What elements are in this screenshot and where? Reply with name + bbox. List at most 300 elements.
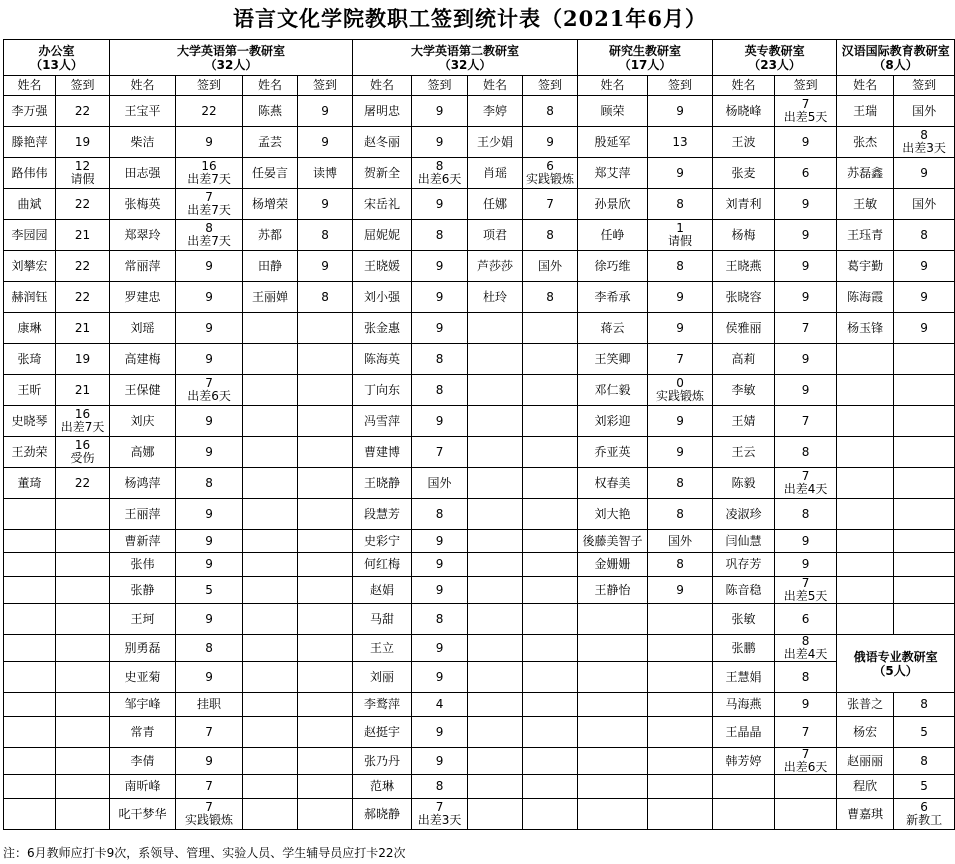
department-count: （13人） bbox=[30, 57, 83, 72]
staff-name-cell: 罗建忠 bbox=[110, 282, 176, 313]
staff-name-cell: 王少娟 bbox=[468, 127, 523, 158]
sign-in-count-cell bbox=[894, 530, 955, 553]
staff-name-cell: 王昕 bbox=[4, 375, 56, 406]
sign-in-count-cell bbox=[298, 375, 353, 406]
sign-in-count-cell: 9 bbox=[648, 577, 713, 604]
sign-in-count-cell: 9 bbox=[775, 553, 837, 577]
staff-name-cell bbox=[4, 717, 56, 748]
staff-name-cell: 刘庆 bbox=[110, 406, 176, 437]
staff-name-cell: 杨晓峰 bbox=[713, 96, 775, 127]
sign-in-count-cell: 9 bbox=[894, 251, 955, 282]
staff-name-cell: 侯雅丽 bbox=[713, 313, 775, 344]
sign-in-count-cell: 12 请假 bbox=[56, 158, 110, 189]
sign-in-count-cell: 9 bbox=[412, 189, 468, 220]
staff-name-cell: 王晓媛 bbox=[353, 251, 412, 282]
staff-name-cell bbox=[837, 375, 894, 406]
sign-in-count-cell bbox=[523, 635, 578, 662]
sign-in-count-cell: 4 bbox=[412, 693, 468, 717]
sign-in-count-cell: 8 bbox=[648, 189, 713, 220]
sign-in-count-cell: 挂职 bbox=[176, 693, 243, 717]
sign-in-count-cell bbox=[523, 604, 578, 635]
column-header-sign: 签到 bbox=[894, 76, 955, 96]
staff-name-cell bbox=[578, 635, 648, 662]
staff-name-cell bbox=[837, 553, 894, 577]
staff-name-cell: 刘丽 bbox=[353, 662, 412, 693]
staff-name-cell: 王晓静 bbox=[353, 468, 412, 499]
department-name: 大学英语第一教研室 bbox=[177, 43, 286, 58]
sign-in-count-cell bbox=[523, 530, 578, 553]
staff-name-cell: 宋岳礼 bbox=[353, 189, 412, 220]
sign-in-count-cell: 9 bbox=[176, 553, 243, 577]
staff-name-cell bbox=[837, 604, 894, 635]
sign-in-count-cell: 9 bbox=[412, 662, 468, 693]
sign-in-count-cell: 8 bbox=[648, 251, 713, 282]
staff-name-cell bbox=[243, 344, 298, 375]
staff-name-cell: 杨玉锋 bbox=[837, 313, 894, 344]
sign-in-count-cell: 7 出差3天 bbox=[412, 799, 468, 830]
staff-name-cell: 路伟伟 bbox=[4, 158, 56, 189]
sign-in-count-cell: 1 请假 bbox=[648, 220, 713, 251]
staff-name-cell bbox=[4, 499, 56, 530]
sign-in-count-cell: 5 bbox=[894, 775, 955, 799]
sign-in-count-cell: 8 出差7天 bbox=[176, 220, 243, 251]
sign-in-count-cell bbox=[523, 375, 578, 406]
department-header bbox=[713, 40, 837, 76]
table-row bbox=[4, 220, 955, 251]
column-header-name: 姓名 bbox=[4, 76, 56, 96]
sign-in-count-cell: 8 出差6天 bbox=[412, 158, 468, 189]
sign-in-count-cell: 9 bbox=[648, 282, 713, 313]
sign-in-count-cell: 8 bbox=[412, 775, 468, 799]
table-row bbox=[4, 468, 955, 499]
column-header-sign: 签到 bbox=[56, 76, 110, 96]
sign-in-count-cell bbox=[298, 635, 353, 662]
department-count: （32人） bbox=[438, 57, 492, 72]
sign-in-count-cell: 9 bbox=[298, 96, 353, 127]
sign-in-count-cell: 22 bbox=[56, 189, 110, 220]
sign-in-count-cell: 5 bbox=[176, 577, 243, 604]
staff-name-cell: 别勇磊 bbox=[110, 635, 176, 662]
sign-in-count-cell: 7 bbox=[523, 189, 578, 220]
staff-name-cell: 张伟 bbox=[110, 553, 176, 577]
sign-in-count-cell: 0 实践锻炼 bbox=[648, 375, 713, 406]
staff-name-cell bbox=[243, 313, 298, 344]
sign-in-count-cell bbox=[298, 468, 353, 499]
sign-in-count-cell bbox=[894, 468, 955, 499]
department-name: 英专教研室 bbox=[744, 43, 805, 58]
sign-in-count-cell: 国外 bbox=[523, 251, 578, 282]
sign-in-count-cell bbox=[56, 635, 110, 662]
sign-in-count-cell: 7 出差4天 bbox=[775, 468, 837, 499]
sign-in-count-cell: 9 bbox=[176, 437, 243, 468]
staff-name-cell: 後藤美智子 bbox=[578, 530, 648, 553]
table-row bbox=[4, 799, 955, 830]
staff-name-cell: 陈音稳 bbox=[713, 577, 775, 604]
table-row bbox=[4, 189, 955, 220]
sign-in-count-cell bbox=[648, 662, 713, 693]
sign-in-count-cell: 9 bbox=[412, 406, 468, 437]
department-count: （32人） bbox=[204, 57, 258, 72]
staff-name-cell: 刘青利 bbox=[713, 189, 775, 220]
staff-name-cell bbox=[837, 406, 894, 437]
sign-in-count-cell: 8 bbox=[523, 220, 578, 251]
sign-in-count-cell: 9 bbox=[412, 635, 468, 662]
staff-name-cell: 王婧 bbox=[713, 406, 775, 437]
sign-in-count-cell: 7 bbox=[775, 717, 837, 748]
staff-name-cell bbox=[243, 530, 298, 553]
sign-in-count-cell: 9 bbox=[412, 577, 468, 604]
sign-in-count-cell: 8 bbox=[523, 282, 578, 313]
sign-in-count-cell bbox=[298, 748, 353, 775]
table-row bbox=[4, 775, 955, 799]
sign-in-count-cell: 9 bbox=[176, 499, 243, 530]
sign-in-count-cell: 16 出差7天 bbox=[176, 158, 243, 189]
staff-name-cell bbox=[578, 748, 648, 775]
staff-name-cell: 任娜 bbox=[468, 189, 523, 220]
sign-in-count-cell bbox=[56, 775, 110, 799]
sign-in-count-cell: 8 bbox=[523, 96, 578, 127]
sign-in-count-cell bbox=[298, 799, 353, 830]
sign-in-count-cell: 5 bbox=[894, 717, 955, 748]
sign-in-count-cell: 19 bbox=[56, 127, 110, 158]
sign-in-count-cell: 9 bbox=[176, 344, 243, 375]
sign-in-count-cell: 9 bbox=[298, 251, 353, 282]
sign-in-count-cell: 7 出差6天 bbox=[176, 375, 243, 406]
staff-name-cell bbox=[578, 775, 648, 799]
staff-name-cell bbox=[578, 693, 648, 717]
sign-in-count-cell: 9 bbox=[775, 375, 837, 406]
staff-name-cell: 邓仁毅 bbox=[578, 375, 648, 406]
staff-name-cell bbox=[4, 635, 56, 662]
sign-in-count-cell: 7 出差7天 bbox=[176, 189, 243, 220]
sign-in-count-cell bbox=[56, 799, 110, 830]
column-header-sign: 签到 bbox=[298, 76, 353, 96]
sign-in-count-cell: 8 bbox=[176, 635, 243, 662]
staff-name-cell: 闫仙慧 bbox=[713, 530, 775, 553]
staff-name-cell bbox=[713, 775, 775, 799]
department-count: （8人） bbox=[873, 57, 918, 72]
sign-in-count-cell bbox=[894, 604, 955, 635]
staff-name-cell: 赵冬丽 bbox=[353, 127, 412, 158]
sign-in-count-cell bbox=[523, 468, 578, 499]
sign-in-count-cell bbox=[648, 775, 713, 799]
staff-name-cell: 张普之 bbox=[837, 693, 894, 717]
table-row bbox=[4, 127, 955, 158]
staff-name-cell: 曲斌 bbox=[4, 189, 56, 220]
table-row bbox=[4, 40, 955, 76]
sign-in-count-cell bbox=[298, 499, 353, 530]
table-row bbox=[4, 251, 955, 282]
table-row bbox=[4, 313, 955, 344]
staff-name-cell: 张琦 bbox=[4, 344, 56, 375]
sign-in-count-cell: 9 bbox=[775, 220, 837, 251]
staff-name-cell bbox=[243, 662, 298, 693]
department-header bbox=[110, 40, 353, 76]
sign-in-count-cell: 9 bbox=[648, 158, 713, 189]
staff-name-cell: 高娜 bbox=[110, 437, 176, 468]
staff-name-cell: 丁向东 bbox=[353, 375, 412, 406]
staff-name-cell: 段慧芳 bbox=[353, 499, 412, 530]
table-row bbox=[4, 748, 955, 775]
sign-in-count-cell: 22 bbox=[56, 282, 110, 313]
column-header-name: 姓名 bbox=[578, 76, 648, 96]
staff-name-cell bbox=[4, 693, 56, 717]
sign-in-count-cell bbox=[648, 635, 713, 662]
sign-in-count-cell: 8 bbox=[298, 220, 353, 251]
sign-in-count-cell: 8 bbox=[412, 220, 468, 251]
sign-in-count-cell: 读博 bbox=[298, 158, 353, 189]
staff-name-cell bbox=[243, 635, 298, 662]
sign-in-count-cell: 7 bbox=[176, 717, 243, 748]
sign-in-count-cell: 8 出差4天 bbox=[775, 635, 837, 662]
staff-name-cell: 徐巧维 bbox=[578, 251, 648, 282]
department-header bbox=[578, 40, 713, 76]
staff-name-cell bbox=[468, 799, 523, 830]
staff-name-cell bbox=[4, 553, 56, 577]
staff-name-cell: 李希承 bbox=[578, 282, 648, 313]
sign-in-count-cell: 国外 bbox=[648, 530, 713, 553]
staff-name-cell bbox=[837, 530, 894, 553]
staff-name-cell: 董琦 bbox=[4, 468, 56, 499]
sign-in-count-cell: 8 bbox=[775, 662, 837, 693]
staff-name-cell: 冯雪萍 bbox=[353, 406, 412, 437]
staff-name-cell: 邹宇峰 bbox=[110, 693, 176, 717]
sign-in-count-cell: 22 bbox=[176, 96, 243, 127]
column-header-name: 姓名 bbox=[353, 76, 412, 96]
sign-in-count-cell: 8 bbox=[412, 499, 468, 530]
staff-name-cell: 屠明忠 bbox=[353, 96, 412, 127]
staff-name-cell bbox=[243, 468, 298, 499]
column-header-sign: 签到 bbox=[176, 76, 243, 96]
staff-name-cell: 李万强 bbox=[4, 96, 56, 127]
sign-in-count-cell bbox=[523, 406, 578, 437]
staff-name-cell: 史亚菊 bbox=[110, 662, 176, 693]
sign-in-count-cell: 8 bbox=[412, 604, 468, 635]
sign-in-count-cell: 8 bbox=[648, 499, 713, 530]
staff-name-cell bbox=[243, 499, 298, 530]
staff-name-cell bbox=[468, 662, 523, 693]
sign-in-count-cell: 7 出差5天 bbox=[775, 96, 837, 127]
sign-in-count-cell bbox=[894, 577, 955, 604]
department-name: 办公室 bbox=[38, 43, 75, 58]
column-header-sign: 签到 bbox=[775, 76, 837, 96]
sign-in-count-cell: 9 bbox=[298, 189, 353, 220]
staff-name-cell: 史彩宁 bbox=[353, 530, 412, 553]
sign-in-count-cell bbox=[56, 499, 110, 530]
staff-name-cell: 刘攀宏 bbox=[4, 251, 56, 282]
column-header-name: 姓名 bbox=[110, 76, 176, 96]
sign-in-count-cell bbox=[648, 693, 713, 717]
staff-name-cell: 张鹏 bbox=[713, 635, 775, 662]
staff-name-cell: 孟芸 bbox=[243, 127, 298, 158]
staff-name-cell: 殷延军 bbox=[578, 127, 648, 158]
staff-name-cell bbox=[243, 437, 298, 468]
sign-in-count-cell bbox=[523, 437, 578, 468]
department-header bbox=[837, 635, 955, 693]
staff-name-cell: 赵挺宇 bbox=[353, 717, 412, 748]
staff-name-cell: 陈海英 bbox=[353, 344, 412, 375]
column-header-name: 姓名 bbox=[243, 76, 298, 96]
sign-in-count-cell: 21 bbox=[56, 375, 110, 406]
staff-name-cell: 程欣 bbox=[837, 775, 894, 799]
sign-in-count-cell: 21 bbox=[56, 220, 110, 251]
table-row bbox=[4, 96, 955, 127]
staff-name-cell: 张敏 bbox=[713, 604, 775, 635]
sign-in-count-cell: 9 bbox=[648, 406, 713, 437]
staff-name-cell bbox=[243, 375, 298, 406]
sign-in-count-cell: 8 bbox=[775, 437, 837, 468]
staff-name-cell: 乔亚英 bbox=[578, 437, 648, 468]
staff-name-cell: 王珂 bbox=[110, 604, 176, 635]
sign-in-count-cell: 13 bbox=[648, 127, 713, 158]
sign-in-count-cell bbox=[648, 604, 713, 635]
table-row bbox=[4, 437, 955, 468]
sign-in-count-cell: 8 bbox=[412, 375, 468, 406]
sign-in-count-cell: 8 bbox=[176, 468, 243, 499]
staff-name-cell: 韩芳婷 bbox=[713, 748, 775, 775]
sign-in-count-cell: 9 bbox=[412, 313, 468, 344]
table-row bbox=[4, 76, 955, 96]
sign-in-count-cell: 9 bbox=[412, 127, 468, 158]
sign-in-count-cell bbox=[298, 717, 353, 748]
sign-in-count-cell: 6 bbox=[775, 604, 837, 635]
staff-name-cell: 屈妮妮 bbox=[353, 220, 412, 251]
table-row bbox=[4, 553, 955, 577]
staff-name-cell: 王珏青 bbox=[837, 220, 894, 251]
sign-in-count-cell bbox=[894, 499, 955, 530]
sign-in-count-cell bbox=[523, 662, 578, 693]
sign-in-count-cell bbox=[523, 553, 578, 577]
sign-in-count-cell bbox=[298, 693, 353, 717]
staff-name-cell: 刘瑶 bbox=[110, 313, 176, 344]
staff-name-cell: 王云 bbox=[713, 437, 775, 468]
department-count: （17人） bbox=[618, 57, 672, 72]
staff-name-cell: 滕艳萍 bbox=[4, 127, 56, 158]
sign-in-statistics-table bbox=[3, 39, 955, 830]
sign-in-count-cell: 9 bbox=[775, 282, 837, 313]
sign-in-count-cell: 9 bbox=[176, 313, 243, 344]
staff-name-cell: 陈海霞 bbox=[837, 282, 894, 313]
staff-name-cell: 常青 bbox=[110, 717, 176, 748]
staff-name-cell: 何红梅 bbox=[353, 553, 412, 577]
sign-in-count-cell: 9 bbox=[298, 127, 353, 158]
sign-in-count-cell: 9 bbox=[775, 189, 837, 220]
sign-in-count-cell bbox=[298, 553, 353, 577]
staff-name-cell: 柴洁 bbox=[110, 127, 176, 158]
sign-in-count-cell: 8 bbox=[648, 468, 713, 499]
staff-name-cell bbox=[468, 313, 523, 344]
staff-name-cell bbox=[4, 530, 56, 553]
staff-name-cell: 田静 bbox=[243, 251, 298, 282]
column-header-sign: 签到 bbox=[523, 76, 578, 96]
sign-in-count-cell bbox=[648, 717, 713, 748]
sign-in-count-cell: 8 出差3天 bbox=[894, 127, 955, 158]
table-row bbox=[4, 635, 955, 662]
sign-in-count-cell: 9 bbox=[523, 127, 578, 158]
sign-in-count-cell bbox=[894, 344, 955, 375]
sign-in-count-cell: 6 新教工 bbox=[894, 799, 955, 830]
staff-name-cell: 赫润钰 bbox=[4, 282, 56, 313]
sign-in-count-cell bbox=[894, 406, 955, 437]
department-header bbox=[4, 40, 110, 76]
department-count: （23人） bbox=[748, 57, 801, 72]
column-header-name: 姓名 bbox=[468, 76, 523, 96]
staff-name-cell: 南昕峰 bbox=[110, 775, 176, 799]
staff-name-cell bbox=[4, 799, 56, 830]
staff-name-cell: 王晓燕 bbox=[713, 251, 775, 282]
sign-in-count-cell: 国外 bbox=[412, 468, 468, 499]
sign-in-count-cell: 6 实践锻炼 bbox=[523, 158, 578, 189]
staff-name-cell bbox=[468, 577, 523, 604]
sign-in-count-cell bbox=[523, 693, 578, 717]
staff-name-cell: 张麦 bbox=[713, 158, 775, 189]
staff-name-cell: 任晏言 bbox=[243, 158, 298, 189]
staff-name-cell: 常丽萍 bbox=[110, 251, 176, 282]
sign-in-count-cell bbox=[56, 604, 110, 635]
staff-name-cell: 项君 bbox=[468, 220, 523, 251]
table-row bbox=[4, 375, 955, 406]
staff-name-cell: 王慧娟 bbox=[713, 662, 775, 693]
sign-in-count-cell: 22 bbox=[56, 96, 110, 127]
staff-name-cell: 张梅英 bbox=[110, 189, 176, 220]
sign-in-count-cell: 8 bbox=[412, 344, 468, 375]
sign-in-count-cell bbox=[894, 437, 955, 468]
sign-in-count-cell bbox=[775, 799, 837, 830]
sign-in-count-cell: 9 bbox=[176, 662, 243, 693]
staff-name-cell bbox=[243, 775, 298, 799]
sign-in-count-cell bbox=[523, 717, 578, 748]
staff-name-cell bbox=[578, 662, 648, 693]
staff-name-cell bbox=[4, 748, 56, 775]
staff-name-cell: 金姗姗 bbox=[578, 553, 648, 577]
staff-name-cell bbox=[578, 717, 648, 748]
staff-name-cell bbox=[468, 775, 523, 799]
sign-in-count-cell: 7 出差6天 bbox=[775, 748, 837, 775]
staff-name-cell: 刘大艳 bbox=[578, 499, 648, 530]
staff-name-cell bbox=[243, 577, 298, 604]
sign-in-count-cell bbox=[894, 553, 955, 577]
sign-in-count-cell: 9 bbox=[775, 693, 837, 717]
sign-in-count-cell: 21 bbox=[56, 313, 110, 344]
department-name: 俄语专业教研室 bbox=[853, 649, 938, 664]
staff-name-cell: 王丽萍 bbox=[110, 499, 176, 530]
staff-name-cell: 王静怡 bbox=[578, 577, 648, 604]
staff-name-cell bbox=[4, 604, 56, 635]
staff-name-cell: 王立 bbox=[353, 635, 412, 662]
sign-in-count-cell: 9 bbox=[412, 530, 468, 553]
sign-in-count-cell: 9 bbox=[176, 748, 243, 775]
staff-name-cell: 李倩 bbox=[110, 748, 176, 775]
staff-name-cell bbox=[243, 693, 298, 717]
table-row bbox=[4, 693, 955, 717]
staff-name-cell bbox=[468, 375, 523, 406]
sign-in-count-cell bbox=[56, 530, 110, 553]
staff-name-cell bbox=[837, 468, 894, 499]
staff-name-cell: 杜玲 bbox=[468, 282, 523, 313]
staff-name-cell bbox=[4, 775, 56, 799]
department-header bbox=[837, 40, 955, 76]
staff-name-cell: 葛宇勤 bbox=[837, 251, 894, 282]
sign-in-count-cell: 7 实践锻炼 bbox=[176, 799, 243, 830]
sign-in-count-cell bbox=[298, 775, 353, 799]
staff-name-cell: 顾荣 bbox=[578, 96, 648, 127]
sign-in-count-cell bbox=[298, 530, 353, 553]
staff-name-cell: 史晓琴 bbox=[4, 406, 56, 437]
staff-name-cell: 高建梅 bbox=[110, 344, 176, 375]
staff-name-cell bbox=[468, 748, 523, 775]
sign-in-count-cell: 9 bbox=[775, 344, 837, 375]
staff-name-cell bbox=[4, 577, 56, 604]
